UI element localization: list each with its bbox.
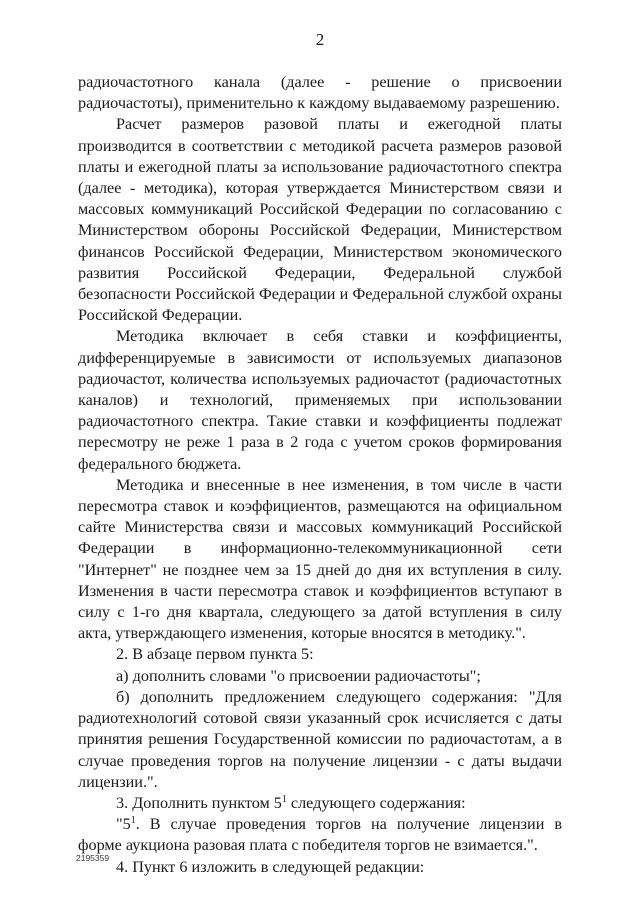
- paragraph-item-4: 4. Пункт 6 изложить в следующей редакции:: [116, 857, 425, 876]
- paragraph: радиочастотного канала (далее - решение о присвоении радиочастоты), применительно к каждому выдаваемому разрешению.: [78, 73, 562, 113]
- paragraph: б) дополнить предложением следующего содержания: "Для радиотехнологий сотовой связи указанный срок исчисляется с даты принятия решения Государственной комиссии по радиочастотам, а в случае проведения торгов на получение лицензии - с даты выдачи лицензии.".: [78, 687, 562, 791]
- paragraph: Методика включает в себя ставки и коэффициенты, дифференцируемые в зависимости от используемых диапазонов радиочастот, количества используемых радиочастот (радиочастотных каналов) и технологий, применяемых при использовании радиочастотного спектра. Такие ставки и коэффициенты подлежат пересмотру не реже 1 раза в 2 года с учетом сроков формирования федерального бюджета.: [78, 327, 562, 473]
- paragraph-item-3: [78, 793, 562, 814]
- quote-suffix: . В случае проведения торгов на получение лицензии в форме аукциона разовая плата с победителя торгов не взимается.".: [78, 815, 562, 855]
- quote-superscript: 1: [130, 815, 136, 827]
- paragraph: Расчет размеров разовой платы и ежегодной платы производится в соответствии с методикой расчета размеров разовой платы и ежегодной платы за использование радиочастотного спектра (далее - методика), которая утверждается Министерством связи и массовых коммуникаций Российской Федерации по согласованию с Министерством обороны Российской Федерации, Министерством финансов Российской Федерации, Министерством экономического развития Российской Федерации, Федеральной службой безопасности Российской Федерации и Федеральной службой охраны Российской Федерации.: [78, 115, 562, 325]
- paragraph: Методика и внесенные в нее изменения, в том числе в части пересмотра ставок и коэффициентов, размещаются на официальном сайте Министерства связи и массовых коммуникаций Российской Федерации в информационно-телекоммуникационной сети "Интернет" не позднее чем за 15 дней до дня их вступления в силу. Изменения в части пересмотра ставок и коэффициентов вступают в силу с 1-го дня квартала, следующего за датой вступления в силу акта, утверждающего изменения, которые вносятся в методику.".: [78, 475, 562, 643]
- document-body: [78, 72, 562, 878]
- item3-prefix: 3. Дополнить пунктом 5: [116, 793, 282, 812]
- paragraph: а) дополнить словами "о присвоении радиочастоты";: [116, 666, 481, 685]
- paragraph: 2. В абзаце первом пункта 5:: [116, 645, 314, 664]
- page-number: 2: [315, 30, 325, 49]
- quote-prefix: "5: [116, 815, 131, 834]
- item3-suffix: следующего содержания:: [286, 793, 466, 812]
- paragraph-quote: [78, 814, 562, 856]
- document-code: 2195359: [76, 853, 110, 863]
- item3-superscript: 1: [281, 793, 287, 805]
